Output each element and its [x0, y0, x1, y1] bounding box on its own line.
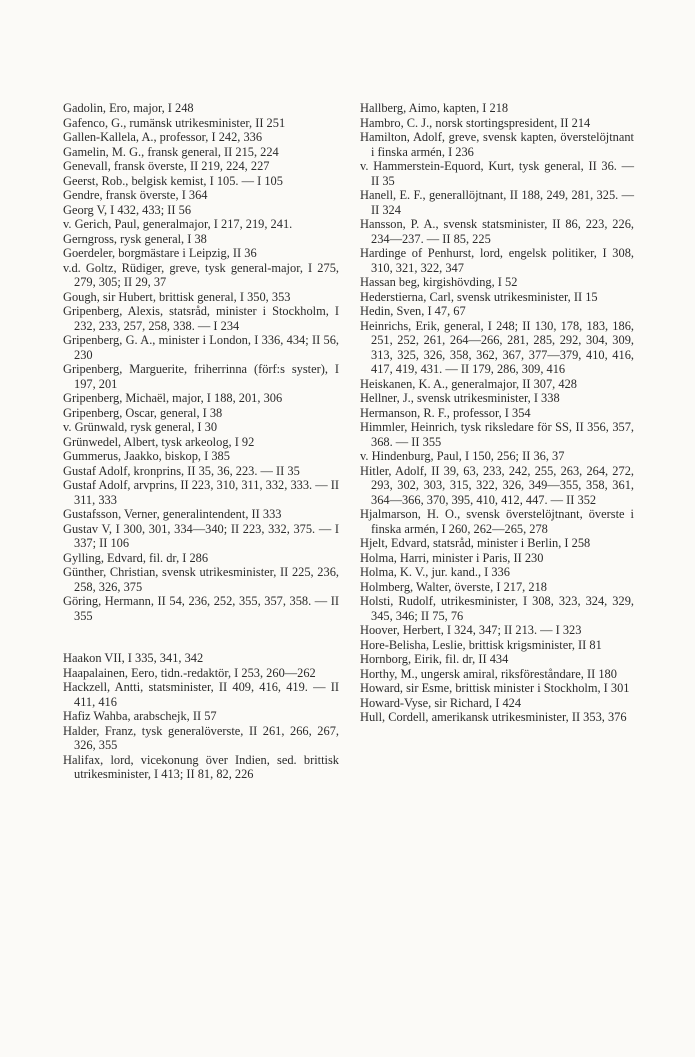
index-entry: Hambro, C. J., norsk stortingspresident, II 214	[360, 115, 591, 130]
index-entry: Geerst, Rob., belgisk kemist, I 105. — I 105	[63, 173, 283, 188]
index-entry: Hull, Cordell, amerikansk utrikesminister, II 353, 376	[360, 710, 627, 724]
index-entry: Hornborg, Eirik, fil. dr, II 434	[360, 652, 509, 666]
index-entry: Gummerus, Jaakko, biskop, I 385	[63, 449, 230, 463]
index-entry: Hjalmarson, H. O., svensk överstelöjtnant, överste i finska armén, I 260, 262—265, 278	[360, 507, 634, 536]
index-entry: Holma, Harri, minister i Paris, II 230	[360, 550, 544, 565]
index-entry: Haakon VII, I 335, 341, 342	[63, 651, 204, 665]
index-entry: Genevall, fransk överste, II 219, 224, 227	[63, 159, 270, 173]
index-entry: Hallberg, Aimo, kapten, I 218	[360, 101, 509, 115]
index-entry: Hansson, P. A., svensk statsminister, II 86, 223, 226, 234—237. — II 85, 225	[360, 217, 634, 246]
index-entry: Georg V, I 432, 433; II 56	[63, 202, 192, 217]
index-entry: Hardinge of Penhurst, lord, engelsk politiker, I 308, 310, 321, 322, 347	[360, 246, 634, 275]
index-entry: Holma, K. V., jur. kand., I 336	[360, 565, 510, 579]
index-entry: Gendre, fransk överste, I 364	[63, 188, 208, 202]
index-entry: Halder, Franz, tysk generalöverste, II 261, 266, 267, 326, 355	[63, 723, 339, 752]
index-entry: Halifax, lord, vicekonung över Indien, sed. brittisk utrikesminister, I 413; II 81, 82, 226	[63, 752, 339, 781]
index-entry: v.d. Goltz, Rüdiger, greve, tysk general-major, I 275, 279, 305; II 29, 37	[63, 260, 339, 289]
index-entry: Gustav V, I 300, 301, 334—340; II 223, 332, 375. — I 337; II 106	[63, 521, 339, 550]
section-gap	[63, 623, 339, 651]
index-entry: Hackzell, Antti, statsminister, II 409, 416, 419. — II 411, 416	[63, 680, 339, 709]
index-entry: v. Hammerstein-Equord, Kurt, tysk general, II 36. — II 35	[360, 159, 634, 188]
index-entry: Gadolin, Ero, major, I 248	[63, 101, 194, 115]
index-entry: Gustafsson, Verner, generalintendent, II 333	[63, 507, 282, 521]
index-entry: Heinrichs, Erik, general, I 248; II 130, 178, 183, 186, 251, 252, 261, 264—266, 281, 285, 292, 304, 309, 313, 325, 326, 358, 362, 367, 377—379, 410, 416, 417, 419, 431. — II 179, 286, 309, 416	[360, 318, 634, 376]
index-entry: Hederstierna, Carl, svensk utrikesminister, II 15	[360, 289, 598, 304]
index-entry: Gamelin, M. G., fransk general, II 215, 224	[63, 144, 279, 159]
index-entry: Howard-Vyse, sir Richard, I 424	[360, 695, 522, 710]
index-entry: Hamilton, Adolf, greve, svensk kapten, överstelöjtnant i finska armén, I 236	[360, 130, 634, 159]
index-entry: Hitler, Adolf, II 39, 63, 233, 242, 255, 263, 264, 272, 293, 302, 303, 315, 322, 326, 349—355, 358, 361, 364—366, 370, 395, 410, 412, 447. — II 352	[360, 463, 634, 507]
index-entry: Hanell, E. F., generallöjtnant, II 188, 249, 281, 325. — II 324	[360, 188, 634, 217]
index-entry: Holmberg, Walter, överste, I 217, 218	[360, 579, 547, 594]
index-entry: Hafiz Wahba, arabschejk, II 57	[63, 709, 217, 723]
index-entry: v. Gerich, Paul, generalmajor, I 217, 219, 241.	[63, 217, 293, 231]
index-entry: Gerngross, rysk general, I 38	[63, 231, 207, 246]
index-column-left	[63, 101, 339, 782]
index-entry: Heiskanen, K. A., generalmajor, II 307, 428	[360, 376, 577, 391]
index-entry: Hjelt, Edvard, statsråd, minister i Berlin, I 258	[360, 536, 591, 550]
index-entry: v. Hindenburg, Paul, I 150, 256; II 36, 37	[360, 449, 565, 463]
index-entry: Grünwedel, Albert, tysk arkeolog, I 92	[63, 434, 255, 449]
index-entry: Gripenberg, Marguerite, friherrinna (förf:s syster), I 197, 201	[63, 362, 339, 391]
index-entry: Howard, sir Esme, brittisk minister i Stockholm, I 301	[360, 681, 630, 695]
index-entry: Gustaf Adolf, arvprins, II 223, 310, 311, 332, 333. — II 311, 333	[63, 478, 339, 507]
index-entry: Gallen-Kallela, A., professor, I 242, 336	[63, 130, 263, 144]
index-entry: Günther, Christian, svensk utrikesminister, II 225, 236, 258, 326, 375	[63, 565, 339, 594]
index-entry: Himmler, Heinrich, tysk riksledare för SS, II 356, 357, 368. — II 355	[360, 420, 634, 449]
index-entry: Göring, Hermann, II 54, 236, 252, 355, 357, 358. — II 355	[63, 594, 339, 623]
index-entry: v. Grünwald, rysk general, I 30	[63, 420, 218, 434]
index-entry: Hedin, Sven, I 47, 67	[360, 304, 466, 318]
index-entry: Hoover, Herbert, I 324, 347; II 213. — I 323	[360, 623, 582, 637]
index-entry: Gylling, Edvard, fil. dr, I 286	[63, 550, 209, 565]
index-entry: Gripenberg, Oscar, general, I 38	[63, 405, 223, 420]
index-entry: Gripenberg, G. A., minister i London, I 336, 434; II 56, 230	[63, 333, 339, 362]
index-entry: Gustaf Adolf, kronprins, II 35, 36, 223. — II 35	[63, 463, 300, 478]
index-entry: Goerdeler, borgmästare i Leipzig, II 36	[63, 246, 257, 260]
index-entry: Hore-Belisha, Leslie, brittisk krigsminister, II 81	[360, 637, 602, 652]
index-entry: Haapalainen, Eero, tidn.-redaktör, I 253, 260—262	[63, 665, 316, 680]
index-entry: Gripenberg, Michaël, major, I 188, 201, 306	[63, 391, 283, 405]
index-column-right	[360, 101, 634, 725]
index-entry: Gough, sir Hubert, brittisk general, I 350, 353	[63, 289, 291, 304]
index-entry: Gafenco, G., rumänsk utrikesminister, II 251	[63, 115, 286, 130]
index-entry: Horthy, M., ungersk amiral, riksföreståndare, II 180	[360, 666, 617, 681]
index-entry: Hermanson, R. F., professor, I 354	[360, 405, 531, 420]
index-entry: Hassan beg, kirgishövding, I 52	[360, 275, 518, 289]
index-entry: Hellner, J., svensk utrikesminister, I 338	[360, 391, 560, 405]
index-entry: Holsti, Rudolf, utrikesminister, I 308, 323, 324, 329, 345, 346; II 75, 76	[360, 594, 634, 623]
index-entry: Gripenberg, Alexis, statsråd, minister i Stockholm, I 232, 233, 257, 258, 338. — I 234	[63, 304, 339, 333]
